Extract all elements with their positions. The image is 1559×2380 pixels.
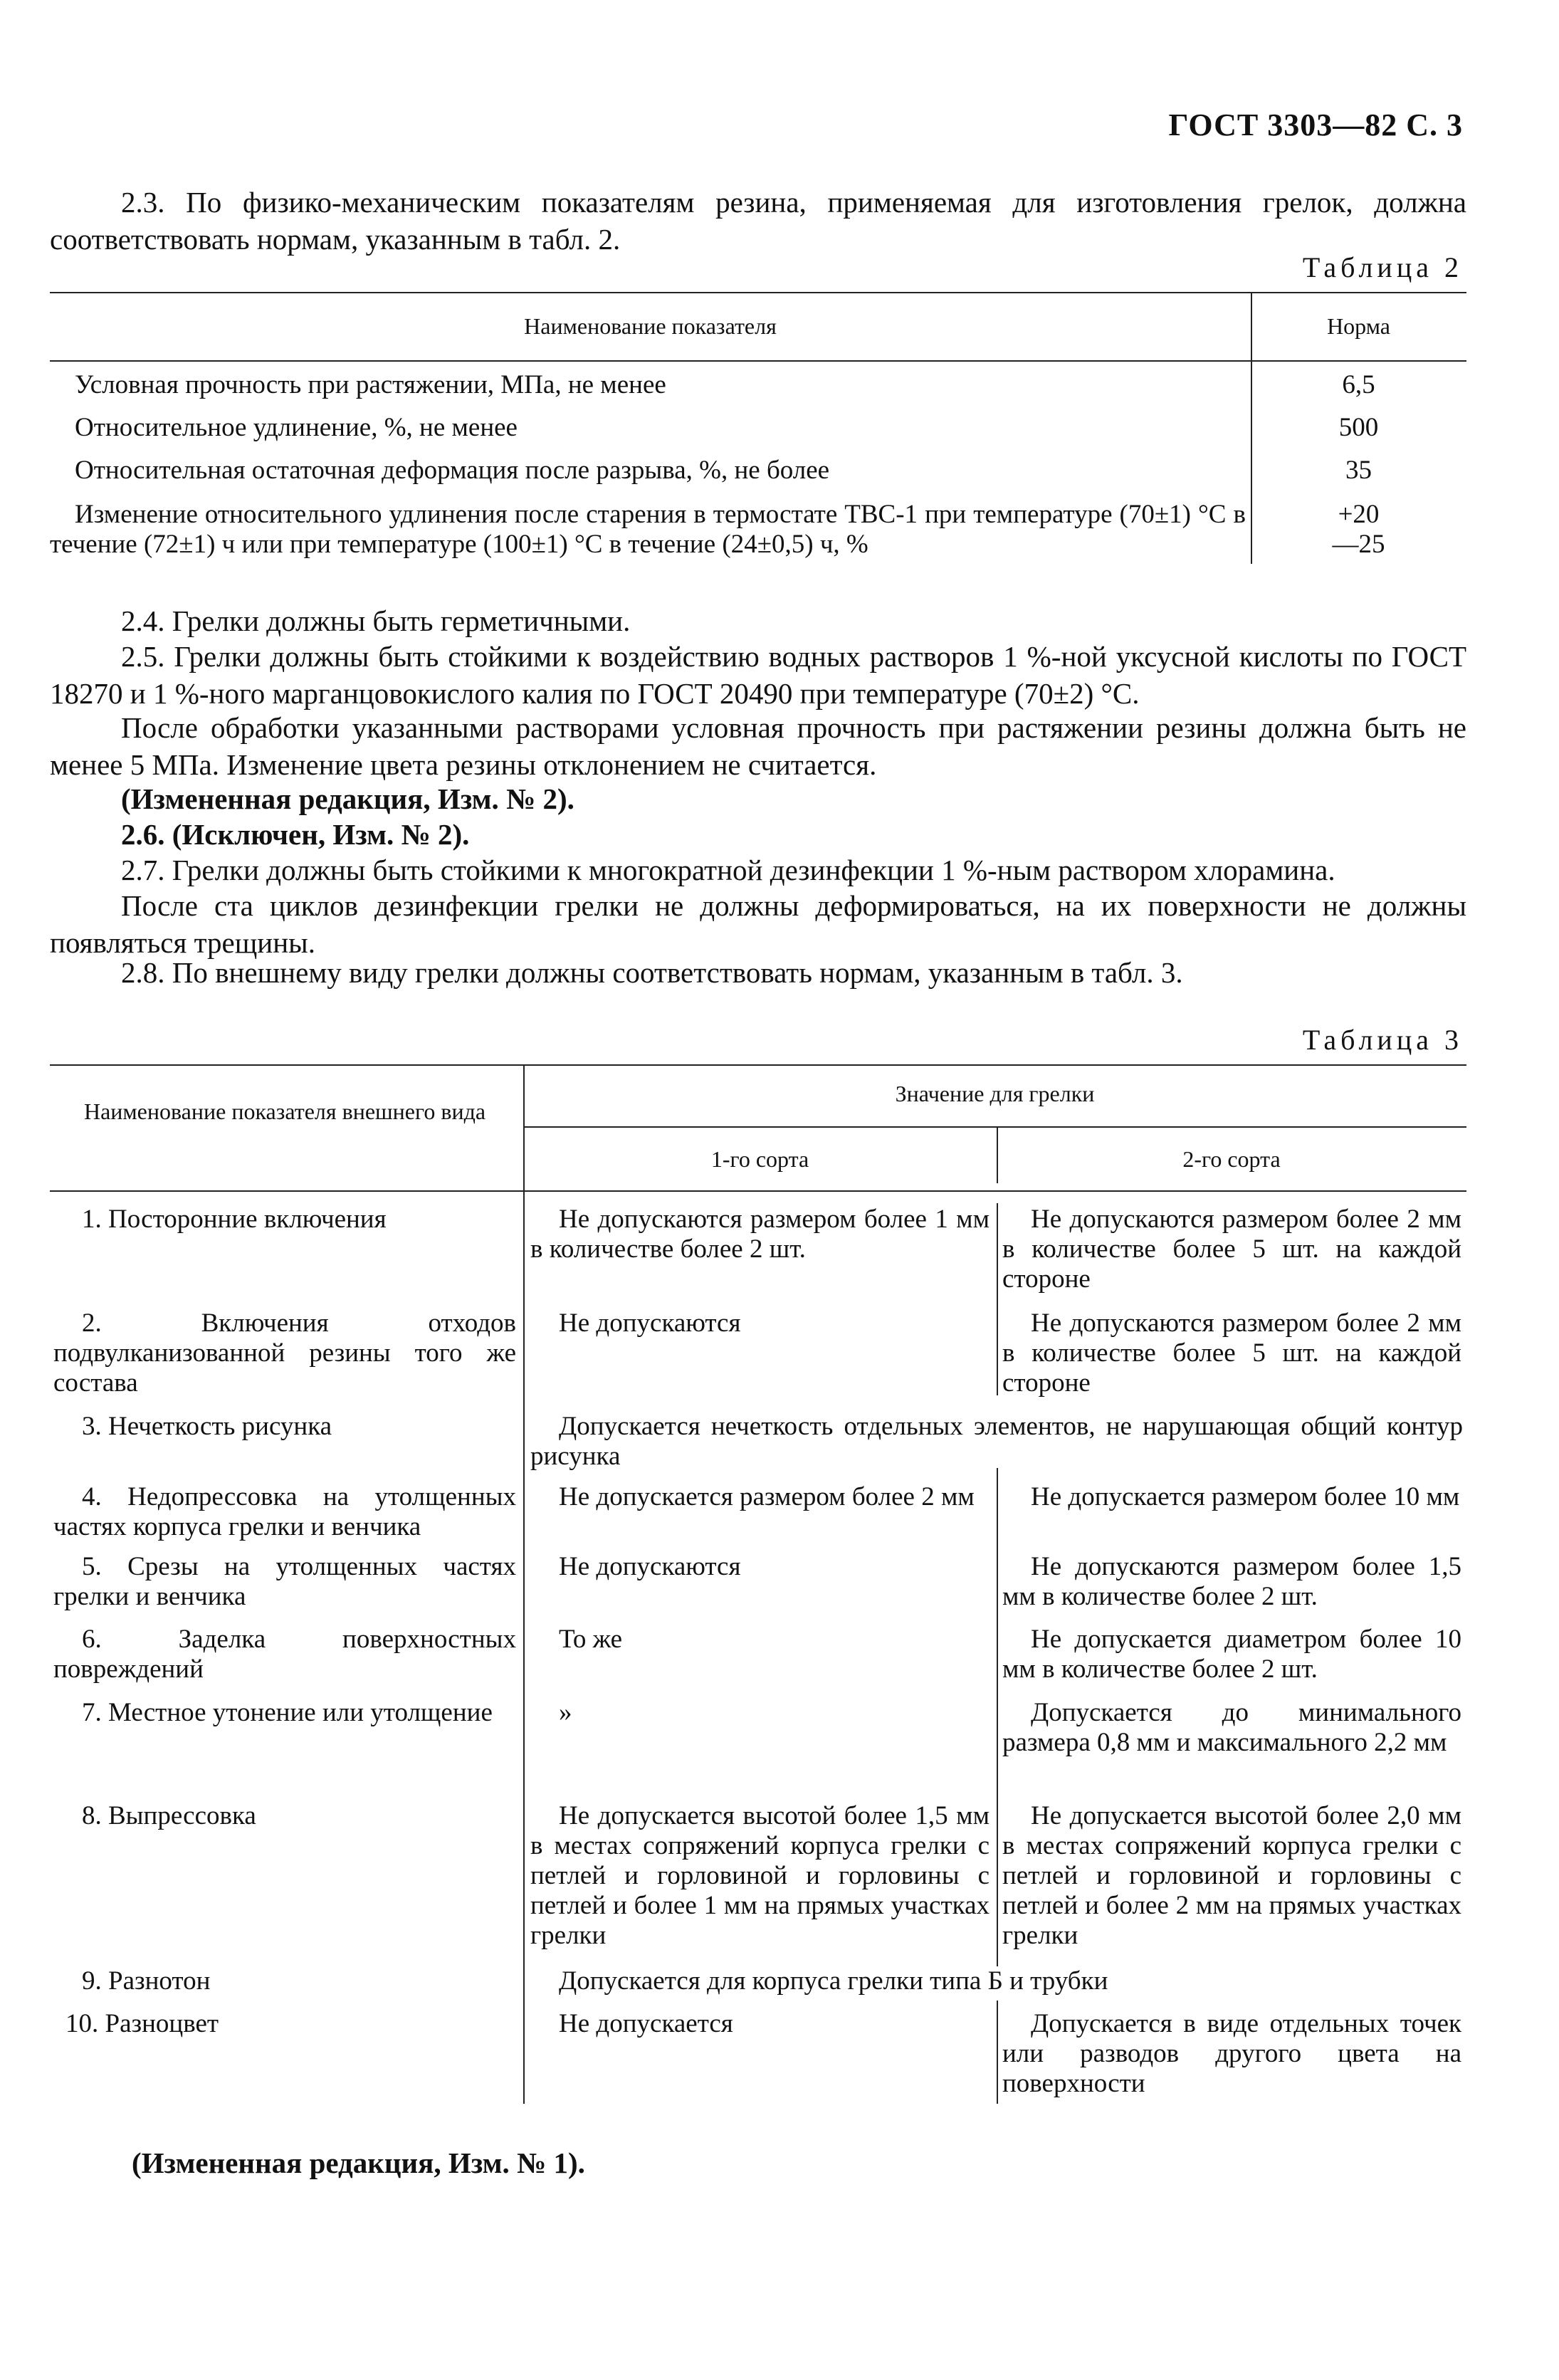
table3-row1-name: 1. Посторонние включения — [82, 1205, 387, 1234]
table3-row4-grade2: Не допускается размером более 10 мм — [1031, 1482, 1460, 1511]
table3-row3-name: 3. Нечеткость рисунка — [82, 1412, 332, 1441]
table3-row9-name: 9. Разнотон — [82, 1966, 211, 1996]
table3-caption: Таблица 3 — [1302, 1024, 1463, 1056]
table3-header-rule — [50, 1190, 1466, 1192]
clause-2-8: 2.8. По внешнему виду грелки должны соответствовать нормам, указанным в табл. 3. — [121, 956, 1183, 989]
table3-column-divider-1 — [523, 1064, 525, 2104]
table3-row5-grade1: Не допускаются — [559, 1552, 741, 1581]
table2-row2-value: 500 — [1338, 413, 1379, 442]
table3-grade-divider-c — [997, 2001, 998, 2104]
table3-row2-grade1: Не допускаются — [559, 1309, 741, 1338]
table3-row8-grade1: Не допускается высотой более 1,5 мм в местах сопряжений корпуса грелки с петлей и горловиной и горловины с петлей и более 1 мм на прямых участках грелки — [530, 1801, 990, 1950]
table2-caption: Таблица 2 — [1302, 251, 1463, 283]
table2-row1-value: 6,5 — [1342, 370, 1375, 399]
table3-row1-grade2: Не допускаются размером более 2 мм в количестве более 5 шт. на каждой стороне — [1002, 1205, 1461, 1294]
table3-row4-grade1: Не допускается размером более 2 мм — [559, 1482, 975, 1511]
table3-row10-grade2: Допускается в виде отдельных точек или разводов другого цвета на поверхности — [1002, 2009, 1461, 2098]
table3-row6-name: 6. Заделка поверхностных повреждений — [53, 1625, 516, 1684]
table3-row8-name: 8. Выпрессовка — [82, 1801, 256, 1830]
table3-header-grade1: 1-го сорта — [710, 1146, 809, 1172]
clause-2-5: 2.5. Грелки должны быть стойкими к воздействию водных растворов 1 %-ной уксусной кислоты по ГОСТ 18270 и 1 %-ного марганцовокислого калия по ГОСТ 20490 при температуре (70±2) °С. — [50, 640, 1466, 710]
clause-2-6: 2.6. (Исключен, Изм. № 2). — [121, 818, 470, 851]
table3-row1-grade1: Не допускаются размером более 1 мм в количестве более 2 шт. — [530, 1205, 990, 1264]
table3-row4-name: 4. Недопрессовка на утолщенных частях корпуса грелки и венчика — [53, 1482, 516, 1541]
table3-row7-grade1: » — [559, 1698, 572, 1727]
table3-row2-name: 2. Включения отходов подвулканизованной резины того же состава — [53, 1309, 516, 1398]
table2-header-norm: Норма — [1327, 313, 1390, 339]
table3-header-value: Значение для грелки — [895, 1081, 1095, 1106]
page-header: ГОСТ 3303—82 С. 3 — [1168, 108, 1463, 142]
table2-row4-name: Изменение относительного удлинения после старения в термостате ТВС-1 при температуре (70±1) °С в течение (72±1) ч или при температуре (100±1) °С в течение (24±0,5) ч, % — [50, 500, 1246, 559]
table3-row7-name: 7. Местное утонение или утолщение — [82, 1698, 493, 1727]
table2-row3-value: 35 — [1345, 456, 1372, 485]
clause-2-7: 2.7. Грелки должны быть стойкими к многократной дезинфекции 1 %-ным раствором хлорамина. — [121, 854, 1335, 886]
clause-2-7-continuation: После ста циклов дезинфекции грелки не должны деформироваться, на их поверхности не должны появляться трещины. — [50, 889, 1466, 959]
table3-top-rule — [50, 1064, 1466, 1066]
table3-header-mid-rule — [523, 1126, 1466, 1128]
clause-2-3: 2.3. По физико-механическим показателям резина, применяемая для изготовления грелок, должна соответствовать нормам, указанным в табл. 2. — [50, 186, 1466, 256]
table3-row6-grade2: Не допускается диаметром более 10 мм в количестве более 2 шт. — [1002, 1625, 1461, 1684]
clause-2-4: 2.4. Грелки должны быть герметичными. — [121, 604, 631, 637]
table3-row5-name: 5. Срезы на утолщенных частях грелки и венчика — [53, 1552, 516, 1611]
table2-top-rule — [50, 292, 1466, 293]
table3-row6-grade1: То же — [559, 1625, 623, 1654]
table2-row4-value2: —25 — [1332, 530, 1385, 559]
table2-row1-name: Условная прочность при растяжении, МПа, не менее — [75, 370, 666, 399]
table3-row3-merged: Допускается нечеткость отдельных элементов, не нарушающая общий контур рисунка — [530, 1412, 1463, 1471]
table2-header-name: Наименование показателя — [524, 313, 777, 339]
table2-row2-name: Относительное удлинение, %, не менее — [75, 413, 518, 442]
table3-row10-grade1: Не допускается — [559, 2009, 733, 2038]
table3-row2-grade2: Не допускаются размером более 2 мм в количестве более 5 шт. на каждой стороне — [1002, 1309, 1461, 1398]
table3-row10-name: 10. Разноцвет — [65, 2009, 219, 2038]
table3-grade-divider-b — [997, 1468, 998, 1966]
amendment-note-1: (Измененная редакция, Изм. № 1). — [132, 2146, 585, 2179]
table2-row3-name: Относительная остаточная деформация после разрыва, %, не более — [75, 456, 830, 485]
table3-row7-grade2: Допускается до минимального размера 0,8 мм и максимального 2,2 мм — [1002, 1698, 1461, 1757]
table3-row5-grade2: Не допускаются размером более 1,5 мм в количестве более 2 шт. — [1002, 1552, 1461, 1611]
table3-row9-merged: Допускается для корпуса грелки типа Б и трубки — [559, 1966, 1108, 1996]
clause-2-5-continuation: После обработки указанными растворами условная прочность при растяжении резины должна быть не менее 5 МПа. Изменение цвета резины отклонением не считается. — [50, 711, 1466, 781]
table3-header-grade2: 2-го сорта — [1182, 1146, 1281, 1172]
table2-header-rule — [50, 360, 1466, 362]
table3-header-name: Наименование показателя внешнего вида — [83, 1099, 486, 1124]
amendment-note-2: (Измененная редакция, Изм. № 2). — [121, 782, 574, 815]
table3-row8-grade2: Не допускается высотой более 2,0 мм в местах сопряжений корпуса грелки с петлей и горловиной и горловины с петлей и более 2 мм на прямых участках грелки — [1002, 1801, 1461, 1950]
table2-row4-value1: +20 — [1338, 500, 1380, 529]
table3-grade-divider-a — [997, 1203, 998, 1395]
